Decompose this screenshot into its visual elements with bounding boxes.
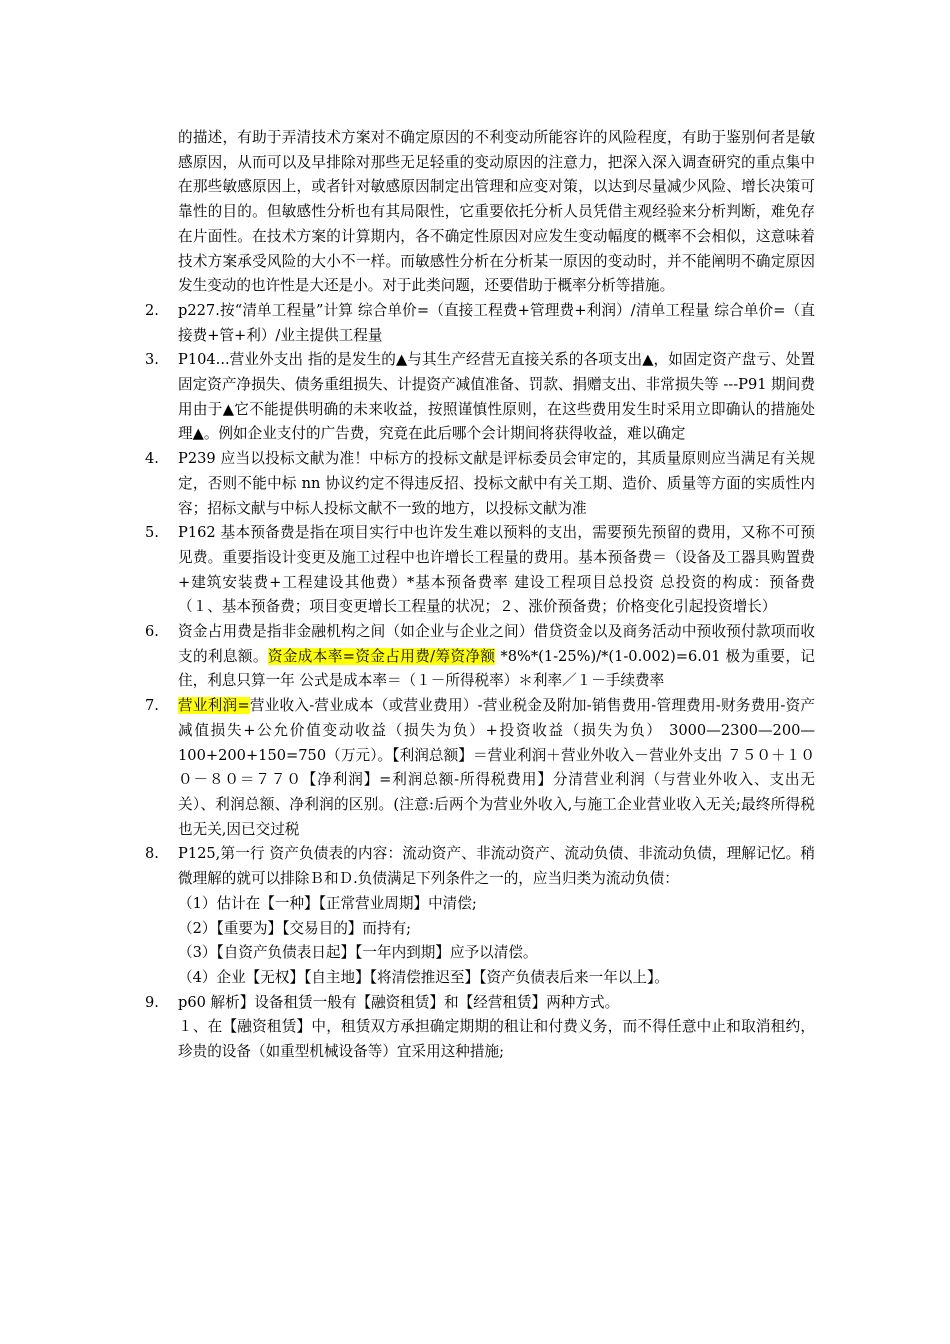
- sub-item: （2）【重要为】【交易目的】而持有;: [178, 919, 412, 937]
- item-text: P162 基本预备费是指在项目实行中也许发生难以预料的支出，需要预先预留的费用，又称不可预见费。重要指设计变更及施工过程中也许增长工程量的费用。基本预备费＝（设备及工器具购置费+建筑安装费+工程建设其他费）*基本预备费率 建设工程项目总投资 总投资的构成：预备费（１、基本预备费；项目变更增长工程量的状况；２、涨价预备费；价格变化引起投资增长）: [178, 524, 815, 616]
- list-item: [145, 842, 815, 990]
- item-text: p227.按“清单工程量”计算 综合单价=（直接工程费+管理费+利润）/清单工程量 综合单价=（直接费+管+利）/业主提供工程量: [178, 301, 815, 344]
- item-number: 3.: [145, 351, 159, 369]
- list-item: [145, 991, 815, 1065]
- item-text-after: 营业收入-营业成本（或营业费用）-营业税金及附加-销售费用-管理费用-财务费用-资产减值损失+公允价值变动收益（损失为负）+投资收益（损失为负） 3000—2300—200—100+200+150=750（万元）。【利润总额】＝营业利润＋营业外收入－营业外支出 ７５０＋１００－８０＝７７０【净利润】=利润总额-所得税费用】分清营业利润（与营业外收入、支出无关）、利润总额、净利润的区别。(注意:后两个为营业外收入,与施工企业营业收入无关;最终所得税也无关,因已交过税: [178, 697, 816, 838]
- item-number: 9.: [145, 993, 159, 1011]
- item-number: 6.: [145, 623, 159, 641]
- item-number: 2.: [145, 301, 159, 319]
- sub-item: １、在【融资租赁】中，租赁双方承担确定期期的租让和付费义务，而不得任意中止和取消租约，珍贵的设备（如重型机械设备等）宜采用这种措施;: [178, 1018, 815, 1061]
- highlighted-term: 营业利润=: [178, 697, 250, 715]
- item-number: 8.: [145, 845, 159, 863]
- list-item: [145, 447, 815, 521]
- item-text: P104...营业外支出 指的是发生的▲与其生产经营无直接关系的各项支出▲，如固定资产盘亏、处置固定资产净损失、债务重组损失、计提资产减值准备、罚款、捐赠支出、非常损失等 ---P91 期间费用由于▲它不能提供明确的未来收益，按照谨慎性原则，在这些费用发生时采用立即确认的措施处理▲。例如企业支付的广告费，究竟在此后哪个会计期间将获得收益，难以确定: [178, 351, 815, 443]
- intro-paragraph: 的描述，有助于弄清技术方案对不确定原因的不利变动所能容许的风险程度，有助于鉴别何者是敏感原因，从而可以及早排除对那些无足轻重的变动原因的注意力，把深入深入调查研究的重点集中在那些敏感原因上，或者针对敏感原因制定出管理和应变对策，以达到尽量减少风险、增长决策可靠性的目的。但敏感性分析也有其局限性，它重要依托分析人员凭借主观经验来分析判断，难免存在片面性。在技术方案的计算期内，各不确定性原因对应发生变动幅度的概率不会相似，这意味着技术方案承受风险的大小不一样。而敏感性分析在分析某一原因的变动时，并不能阐明不确定原因发生变动的也许性是大还是小。对于此类问题，还要借助于概率分析等措施。: [178, 129, 815, 295]
- numbered-list: [145, 299, 815, 1065]
- item-number: 7.: [145, 697, 159, 715]
- highlighted-formula: 资金成本率=资金占用费/筹资净额: [267, 647, 496, 665]
- item-text-after: *8%*(1-25%)/*(1-0.002)=6.01 极为重要，记住，利息只算一年 公式是成本率＝（１－所得税率）＊利率／１－手续费率: [178, 647, 815, 690]
- item-text: P239 应当以投标文献为准！中标方的投标文献是评标委员会审定的，其质量原则应当满足有关规定，否则不能中标 nn 协议约定不得违反招、投标文献中有关工期、造价、质量等方面的实质性内容；招标文献与中标人投标文献不一致的地方，以投标文献为准: [178, 450, 815, 517]
- item-number: 4.: [145, 450, 159, 468]
- item-text-before: 资金占用费是指非金融机构之间（如企业与企业之间）借贷资金以及商务活动中预收预付款项而收支的利息额。: [178, 623, 815, 665]
- item-text: P125,第一行 资产负债表的内容：流动资产、非流动资产、流动负债、非流动负债，理解记忆。稍微理解的就可以排除Ｂ和Ｄ.负债满足下列条件之一的，应当归类为流动负债：: [178, 845, 815, 888]
- item-text: p60 解析】设备租赁一般有【融资租赁】和【经营租赁】两种方式。: [178, 993, 620, 1011]
- sub-item: （4）企业【无权】【自主地】【将清偿推迟至】【资产负债表后来一年以上】。: [178, 968, 669, 986]
- item-number: 5.: [145, 524, 159, 542]
- sub-item: （3）【自资产负债表日起】【一年内到期】应予以清偿。: [178, 944, 538, 962]
- list-item: [145, 348, 815, 447]
- list-item: [145, 694, 815, 842]
- list-item: [145, 299, 815, 348]
- document-body: [145, 126, 815, 1065]
- sub-item: （1）估计在【一种】【正常营业周期】中清偿;: [178, 894, 477, 912]
- list-item: [145, 521, 815, 620]
- list-item: [145, 620, 815, 694]
